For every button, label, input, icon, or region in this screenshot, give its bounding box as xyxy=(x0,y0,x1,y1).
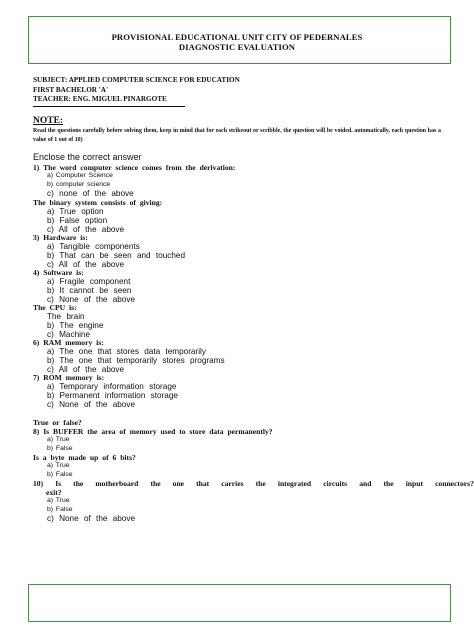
footer-box xyxy=(28,584,451,622)
option-10a: a) True xyxy=(47,497,70,504)
option-5b: b) The engine xyxy=(47,321,104,330)
option-1a: a) Computer Science xyxy=(47,172,113,179)
note-title: NOTE: xyxy=(33,116,64,126)
teacher-line: TEACHER: ENG. MIGUEL PINARGOTE xyxy=(33,95,167,103)
q10-word: the xyxy=(255,479,266,488)
school-name: PROVISIONAL EDUCATIONAL UNIT CITY OF PEDERNALES xyxy=(111,32,363,42)
q10-word: that xyxy=(196,479,210,488)
option-9b: b) False xyxy=(47,471,73,478)
note-text: Read the questions carefully before solving them, keep in mind that for each strikeout or scribble, the question will be voided. automatically, each question has a value of 1 out of 10) xyxy=(33,128,441,143)
question-5: The CPU is: xyxy=(33,303,77,312)
question-3: 3) Hardware is: xyxy=(33,233,88,242)
question-10-continuation: exit? xyxy=(46,488,62,497)
question-7: 7) ROM memory is: xyxy=(33,373,105,382)
q10-word: one xyxy=(172,479,185,488)
option-8a: a) True xyxy=(47,436,70,443)
q10-word: circuits xyxy=(323,479,348,488)
option-4c: c) None of the above xyxy=(47,295,136,304)
q10-word: carries xyxy=(221,479,244,488)
question-8: 8) Is BUFFER the area of memory used to store data permanently? xyxy=(33,427,273,436)
question-4: 4) Software is: xyxy=(33,268,84,277)
option-4a: a) Fragile component xyxy=(47,277,131,286)
evaluation-title: DIAGNOSTIC EVALUATION xyxy=(178,42,296,52)
q10-word: connectors? xyxy=(435,479,474,488)
question-10 xyxy=(33,479,474,488)
option-7a: a) Temporary information storage xyxy=(47,382,177,391)
option-10c: c) None of the above xyxy=(47,514,136,523)
option-2c: c) All of the above xyxy=(47,225,125,234)
option-6b: b) The one that temporarily stores programs xyxy=(47,356,225,365)
option-5a: The brain xyxy=(47,312,85,321)
option-5c: c) Machine xyxy=(47,330,91,339)
divider-line xyxy=(33,106,185,107)
question-2: The binary system consists of giving: xyxy=(33,198,163,207)
option-2b: b) False option xyxy=(47,216,108,225)
subject-line: SUBJECT: APPLIED COMPUTER SCIENCE FOR EDUCATION xyxy=(33,76,240,84)
option-1c: c) none of the above xyxy=(47,189,134,198)
q10-word: the xyxy=(73,479,84,488)
option-3c: c) All of the above xyxy=(47,260,125,269)
q10-word: Is xyxy=(55,479,62,488)
q10-word: integrated xyxy=(277,479,312,488)
question-6: 6) RAM memory is: xyxy=(33,338,104,347)
option-6a: a) The one that stores data temporarily xyxy=(47,347,206,356)
section-label-true-false: True or false? xyxy=(33,418,82,427)
question-1: 1) The word computer science comes from the derivation: xyxy=(33,163,236,172)
option-10b: b) False xyxy=(47,506,73,513)
section-label-enclose: Enclose the correct answer xyxy=(33,152,142,162)
q10-word: and xyxy=(359,479,372,488)
q10-word: the xyxy=(383,479,394,488)
option-7c: c) None of the above xyxy=(47,400,136,409)
option-3a: a) Tangible components xyxy=(47,242,140,251)
option-1b: b) computer science xyxy=(47,181,111,188)
q10-word: 10) xyxy=(33,479,44,488)
option-8b: b) False xyxy=(47,445,73,452)
question-9: Is a byte made up of 6 bits? xyxy=(33,453,136,462)
q10-word: motherboard xyxy=(95,479,139,488)
option-7b: b) Permanent information storage xyxy=(47,391,178,400)
option-9a: a) True xyxy=(47,462,70,469)
option-6c: c) All of the above xyxy=(47,365,125,374)
option-4b: b) It cannot be seen xyxy=(47,286,132,295)
q10-word: input xyxy=(405,479,423,488)
q10-word: the xyxy=(150,479,161,488)
grade-line: FIRST BACHELOR 'A' xyxy=(33,85,108,94)
option-3b: b) That can be seen and touched xyxy=(47,251,186,260)
option-2a: a) True option xyxy=(47,207,104,216)
